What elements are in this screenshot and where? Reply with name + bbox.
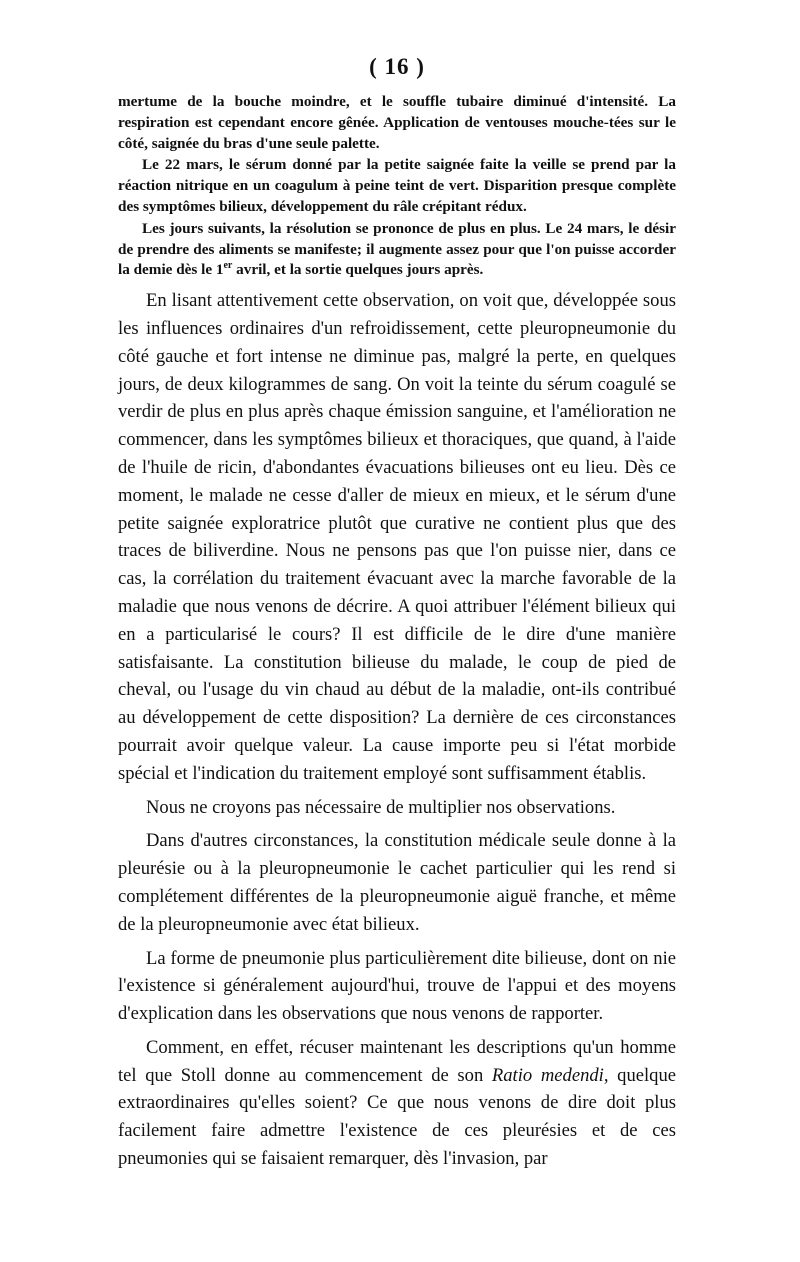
small-paragraph-2: Le 22 mars, le sérum donné par la petite saignée faite la veille se prend par la réaction nitrique en un coagulum à peine teint de vert. Disparition presque complète des symptômes bilieux, développement du râle crépitant rédux. (118, 156, 676, 215)
body-paragraph-1: En lisant attentivement cette observation, on voit que, développée sous les influences ordinaires d'un refroidissement, cette pleuropneumonie du côté gauche et fort intense ne diminue pas, malgré la perte, en quelques jours, de deux kilogrammes de sang. On voit la teinte du sérum coagulé se verdir de plus en plus après chaque émission sanguine, et l'amélioration ne commencer, dans les symptômes bilieux et thoraciques, que quand, à l'aide de l'huile de ricin, d'abondantes évacuations bilieuses ont eu lieu. Dès ce moment, le malade ne cesse d'aller de mieux en mieux, et le sérum d'une petite saignée exploratrice plutôt que curative ne contient plus que des traces de biliverdine. Nous ne pensons pas que l'on puisse nier, dans ce cas, la corrélation du traitement évacuant avec la marche favorable de la maladie que nous venons de décrire. A quoi attribuer l'élément bilieux qui en a particularisé le cours? Il est difficile de le dire d'une manière satisfaisante. La constitution bilieuse du malade, le coup de pied de cheval, ou l'usage du vin chaud au début de la maladie, ont-ils contribué au développement de cette disposition? La dernière de ces circonstances pourrait avoir quelque valeur. La cause importe peu si l'état morbide spécial et l'indication du traitement employé sont suffisamment établis. (118, 290, 676, 784)
body-paragraph-4: La forme de pneumonie plus particulièrement dite bilieuse, dont on nie l'existence si généralement aujourd'hui, trouve de l'appui et des moyens d'explication dans les observations que nous venons de rapporter. (118, 947, 676, 1025)
small-paragraph-1: mertume de la bouche moindre, et le souffle tubaire diminué d'intensité. La respiration est cependant encore gênée. Application de ventouses mouche-tées sur le côté, saignée du bras d'une seule palette. (118, 93, 676, 152)
book-title-italic: Ratio medendi (491, 1064, 604, 1086)
body-paragraph-3: Dans d'autres circonstances, la constitution médicale seule donne à la pleurésie ou à la pleuropneumonie le cachet particulier qui les rend si complétement différentes de la pleuropneumonie aiguë franche, et même de la pleuropneumonie avec état bilieux. (118, 830, 676, 935)
small-paragraph-3-text-before: Les jours suivants, la résolution se prononce de plus en plus. Le 24 mars, le désir de prendre des aliments se manifeste; il augmente assez pour que l'on puisse accorder la demie dès le 1 (118, 219, 676, 279)
document-page (118, 54, 676, 1173)
page-number: ( 16 ) (369, 54, 425, 79)
small-paragraph-3 (118, 219, 676, 281)
ordinal-superscript: er (223, 260, 233, 272)
body-paragraph-5 (118, 1034, 676, 1173)
body-paragraph-5-text-after: , quelque extraordinaires qu'elles soient? Ce que nous venons de dire doit plus facilement faire admettre l'existence de ces pleurésies et de ces pneumonies qui se faisaient remarquer, dès l'invasion, par (118, 1064, 677, 1170)
small-paragraph-3-text-after: avril, et la sortie quelques jours après. (232, 261, 484, 279)
body-paragraph-5-text-before: Comment, en effet, récuser maintenant les descriptions qu'un homme tel que Stoll donne au commencement de son (118, 1036, 676, 1086)
body-paragraph-2: Nous ne croyons pas nécessaire de multiplier nos observations. (146, 796, 616, 818)
